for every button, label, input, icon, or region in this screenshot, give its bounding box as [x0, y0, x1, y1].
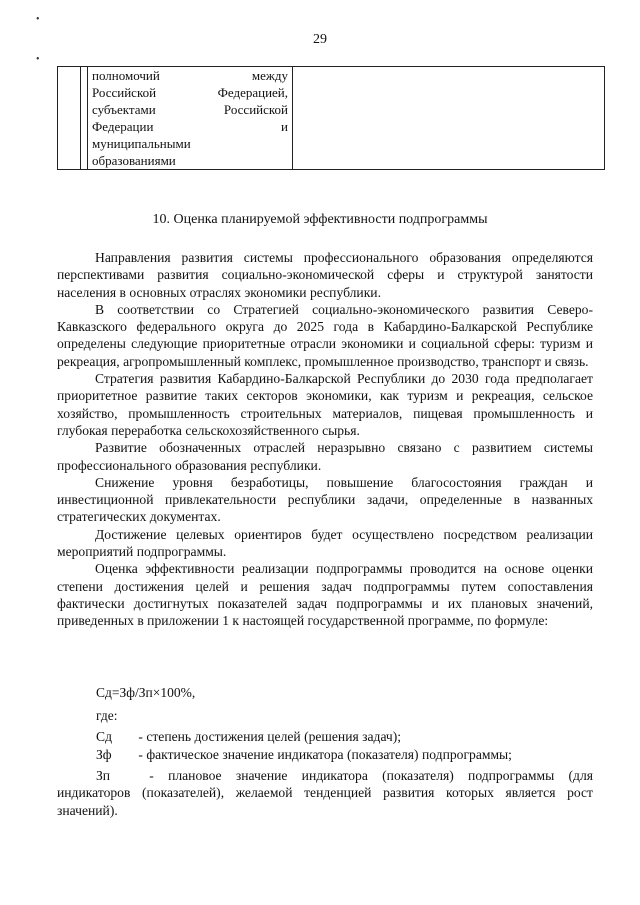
- table-cell-number: [58, 67, 81, 170]
- formula: [96, 685, 195, 701]
- paragraph: Стратегия развития Кабардино-Балкарской Республики до 2030 года предполагает приоритетное развитие таких секторов экономики, как туризм и рекреация, сельское хозяйство, промышленность строительных материалов, пищевая промышленность и глубокая переработка сельскохозяйственного сырья.: [57, 371, 593, 438]
- table-line: полномочий между: [92, 68, 288, 83]
- page-number: 29: [313, 32, 327, 47]
- table-line: Российской Федерацией,: [92, 85, 288, 100]
- table-line: Федерации и: [92, 119, 288, 134]
- table-line: образованиями: [92, 153, 176, 168]
- scan-mark-top: •: [36, 14, 40, 25]
- paragraph: Достижение целевых ориентиров будет осуществлено посредством реализации мероприятий подпрограммы.: [57, 526, 593, 560]
- definition-symbol: Зп: [96, 768, 111, 783]
- definition-symbol: Сд: [96, 729, 112, 744]
- paragraph: Оценка эффективности реализации подпрограммы проводится на основе оценки степени достижения целей и решения задач подпрограммы путем сопоставления фактически достигнутых показателей задач подпрограммы и их плановых значений, приведенных в приложении 1 к настоящей государственной программе, по формуле:: [57, 561, 593, 629]
- section-heading: 10. Оценка планируемой эффективности подпрограммы: [152, 212, 488, 227]
- table-row: [58, 67, 605, 170]
- definition-item: [57, 746, 593, 763]
- table-line: муниципальными: [92, 136, 191, 151]
- table-line: субъектами Российской: [92, 102, 288, 117]
- table-cell-empty: [293, 67, 605, 170]
- paragraph: Снижение уровня безработицы, повышение благосостояния граждан и инвестиционной привлекательности республики задачи, определенные в названных стратегических документах.: [57, 474, 593, 525]
- definition-text: - степень достижения целей (решения задач);: [138, 729, 402, 744]
- paragraph: Развитие обозначенных отраслей неразрывно связано с развитием системы профессионального образования республики.: [57, 440, 593, 473]
- formula-expression: Сд=Зф/Зп×100%: [96, 685, 192, 700]
- definition-symbol: Зф: [96, 747, 112, 762]
- definition-text: - плановое значение индикатора (показателя) подпрограммы (для индикаторов (показателей), желаемой тенденцией развития которых является рост значений).: [57, 768, 593, 818]
- paragraph: В соответствии со Стратегией социально-экономического развития Северо-Кавказского федерального округа до 2025 года в Кабардино-Балкарской Республике определены следующие приоритетные отрасли экономики и социальной сферы: туризм и рекреация, агропромышленный комплекс, промышленное производство, транспорт и связь.: [57, 301, 593, 369]
- table-cell-description: [88, 67, 293, 170]
- paragraph: Направления развития системы профессионального образования определяются перспективами развития социально-экономической сферы и структурой занятости населения в основных отраслях экономики республики.: [57, 250, 593, 300]
- definition-text: - фактическое значение индикатора (показателя) подпрограммы;: [138, 747, 512, 762]
- where-label: где:: [96, 708, 118, 723]
- formula-suffix: ,: [191, 685, 196, 700]
- definition-item: [57, 728, 593, 745]
- continued-table: [57, 66, 605, 170]
- table-cell-spacer: [81, 67, 88, 170]
- body-text: [57, 249, 593, 630]
- scan-mark-bottom: •: [36, 54, 40, 65]
- definition-item: [57, 767, 593, 819]
